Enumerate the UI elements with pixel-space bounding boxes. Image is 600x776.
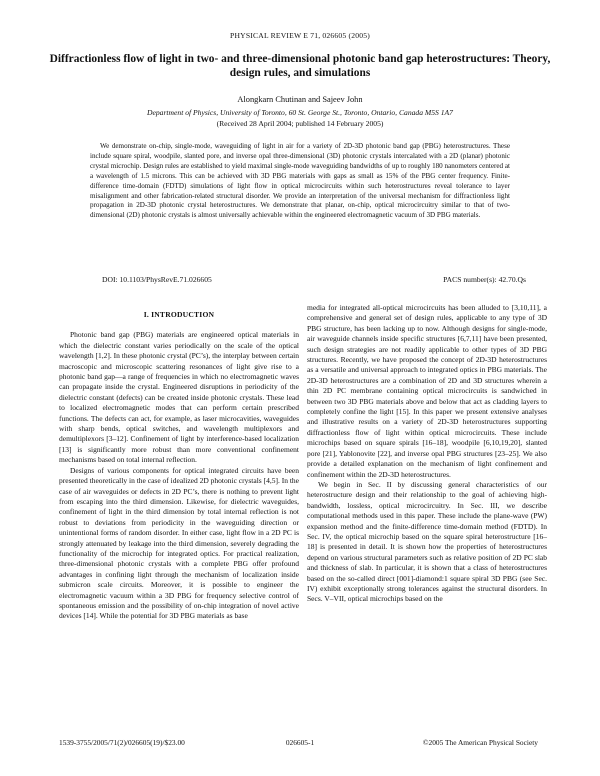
doi: DOI: 10.1103/PhysRevE.71.026605: [102, 275, 212, 284]
paragraph: We begin in Sec. II by discussing general characteristics of our heterostructure design and their relationship to the goal of achieving high-bandwidth, lossless, optical microcircuitry. In Sec. III, we describe computational methods used in this paper. These include the plane-wave (PW) expansion method and the finite-difference time-domain method (FDTD). In Sec. IV, the optical microchip based on the square spiral heterostructure [16–18] is presented in detail. It is shown how the properties of heterostructures depend on various structural parameters such as relative position of 2D PC slab and thickness of slab. In particular, it is shown that a class of heterostructures based on the so-called direct [001]-diamond:1 square spiral 3D PBG (see Sec. IV) exhibit exceptionally strong tolerances against the structural disorders. In Secs. V–VII, optical microchips based on the: [307, 479, 547, 604]
affiliation: Department of Physics, University of Toronto, 60 St. George St., Toronto, Ontario, Canada M5S 1A7: [147, 108, 453, 117]
footer-page-number: 026605-1: [285, 738, 315, 747]
journal-header: PHYSICAL REVIEW E 71, 026605 (2005): [230, 31, 370, 40]
footer-copyright: ©2005 The American Physical Society: [422, 738, 538, 747]
paper-title: Diffractionless flow of light in two- and three-dimensional photonic band gap heterostructures: Theory, design rules, and simulations: [49, 53, 551, 79]
authors: Alongkarn Chutinan and Sajeev John: [237, 95, 363, 104]
left-column: [59, 303, 299, 622]
footer-issn: 1539-3755/2005/71(2)/026605(19)/$23.00: [59, 738, 185, 747]
paragraph: media for integrated all-optical microcircuits has been alluded to [3,10,11], a comprehensive and general set of design rules, applicable to any type of 3D PBG structure, has been lacking up to now. Although designs for single-mode, air waveguide channels inside specific structures [6,7,11] have been presented, such design strategies are not readily applicable to other types of 3D PBG structures. Recently, we have proposed the concept of 2D-3D heterostructures as a versatile and universal approach to integrated optics in PBG materials. The 2D-3D heterostructures are a combination of 2D and 3D structures wherein a thin 2D PC membrane containing optical microcircuits is sandwiched in between two 3D PBG materials above and below that act as cladding layers to completely confine the light [15]. In this paper we present extensive analyses and illustrative results on a variety of 2D-3D heterostructures supporting diffractionless flow of light within optical microcircuits. These include microchips based on square spirals [16–18], woodpile [6,10,19,20], slanted pore [21], Yablonovite [22], and inverse opal PBG structures [23–25]. We also provide a detailed explanation on the mechanism of light confinement and confinement within the 2D-3D heterostructures.: [307, 303, 547, 479]
section-title: I. INTRODUCTION: [143, 310, 215, 319]
received-dates: (Received 28 April 2004; published 14 February 2005): [216, 119, 384, 128]
pacs-numbers: PACS number(s): 42.70.Qs: [443, 275, 526, 284]
right-column: [307, 303, 547, 605]
paragraph: Photonic band gap (PBG) materials are engineered optical materials in which the dielectric constant varies periodically on the scale of the optical wavelength [1,2]. In these photonic crystal (PC’s), the interplay between certain macroscopic and microscopic scattering resonances of light give rise to a photonic band gap—a range of frequencies in which no electromagnetic waves can propagate inside the crystal. Engineered disruptions in periodicity of the dielectric constant (defects) can be created inside photonic crystals. These lead to localized electromagnetic modes that can perform certain prescribed functions. The defects can act, for example, as laser microcavities, waveguides with sharp bends, optical switches, and wavelength multiplexors and demultiplexors [3–12]. Confinement of light by interference-based localization [13] is significantly more robust than more conventional confinement mechanisms based on total internal reflection.: [59, 330, 299, 465]
abstract: We demonstrate on-chip, single-mode, waveguiding of light in air for a variety of 2D-3D photonic band gap (PBG) heterostructures. These include square spiral, woodpile, slanted pore, and inverse opal three-dimensional (3D) photonic crystals intercalated with a 2D (planar) photonic crystal microchip. Design rules are established to yield maximal single-mode waveguiding bandwidths of up to roughly 180 nanometers centered at a wavelength of 1.5 microns. This can be achieved with 3D PBG materials with gaps as small as 15% of the PBG center frequency. Finite-difference time-domain (FDTD) simulations of light flow in optical microcircuits within such heterostructures reveal tolerance to layer misalignment and other fabrication-related structural disorder. We provide an interpretation of the universal mechanism for diffractionless light propagation in 2D-3D photonic crystal heterostructures. We demonstrate that planar, on-chip, optical microcircuitry similar to that of two-dimensional (2D) photonic crystals is almost universally achievable within the engineered electromagnetic vacuum of 3D PBG materials.: [90, 142, 510, 220]
paragraph: Designs of various components for optical integrated circuits have been presented theoretically in the case of idealized 2D photonic crystals [4,5]. In the case of air waveguides or defects in 2D PC’s, there is nothing to prevent light from escaping into the third dimension. Likewise, for dielectric waveguides, confinement of light in the third dimension by total internal reflection is not robust to deviations from periodicity in the waveguiding direction or unintentional forms of random disorder. In either case, light flow in a 2D PC is strongly attenuated by leakage into the third dimension, severely degrading the functionality of the microchip for integrated optics. For practical realization, three-dimensional photonic crystals with a complete PBG offer profound advantages in confining light through the mechanism of localization inside submicron scale circuits. Moreover, it is possible to engineer the electromagnetic vacuum within a 3D PBG for frequency selective control of spontaneous emission and the possibility of on-chip integration of novel active devices [14]. While the potential for 3D PBG materials as base: [59, 465, 299, 621]
